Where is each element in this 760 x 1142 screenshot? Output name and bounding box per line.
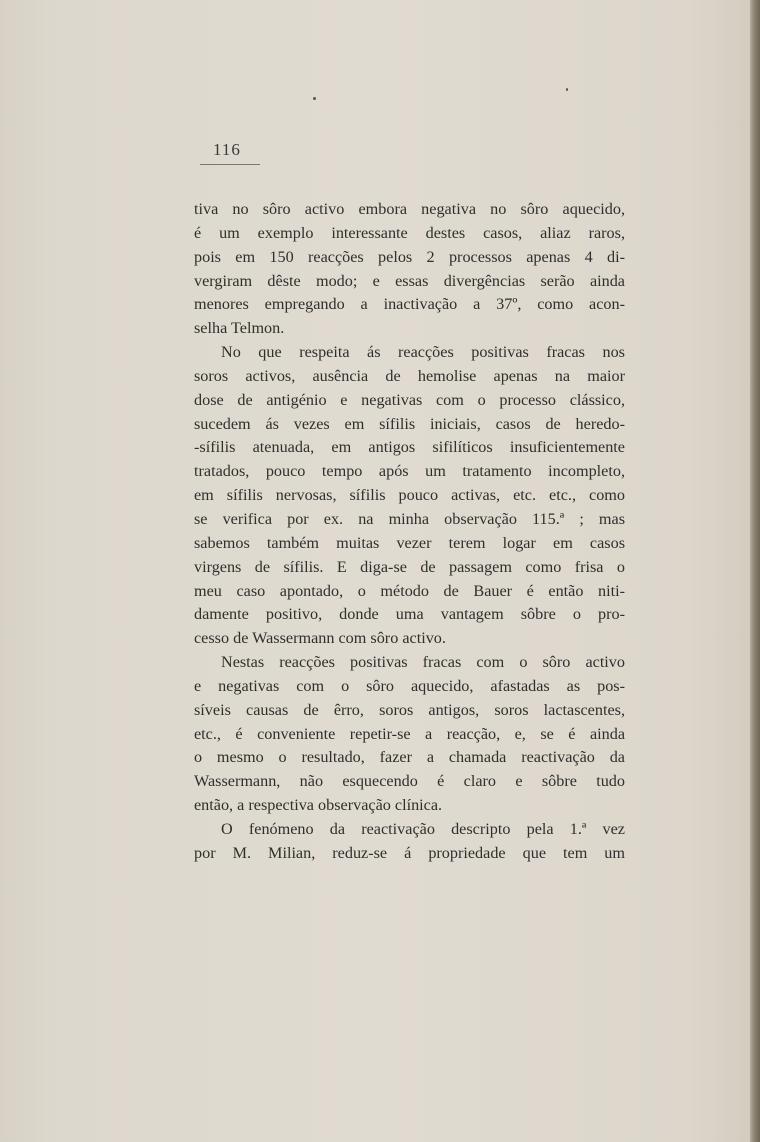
text-line: sucedem ás vezes em sífilis iniciais, casos de heredo- <box>194 414 625 433</box>
text-line: -sífilis atenuada, em antigos sifilíticos insuficientemente <box>194 438 625 457</box>
text-line: menores empregando a inactivação a 37º, como acon- <box>194 295 625 314</box>
text-line: em sífilis nervosas, sífilis pouco activas, etc. etc., como <box>194 486 625 505</box>
text-line: sabemos também muitas vezer terem logar em casos <box>194 533 625 552</box>
body-text <box>194 198 625 866</box>
ink-speck <box>566 88 568 91</box>
text-line: se verifica por ex. na minha observação 115.ª ; mas <box>194 509 625 528</box>
page-edge <box>750 0 760 1142</box>
text-line: selha Telmon. <box>194 319 285 338</box>
text-line: Wassermann, não esquecendo é claro e sôbre tudo <box>194 772 625 791</box>
text-line: então, a respectiva observação clínica. <box>194 796 443 815</box>
page-number-rule <box>200 164 260 165</box>
paragraph <box>194 651 625 818</box>
text-line: No que respeita ás reacções positivas fracas nos <box>221 343 625 362</box>
paragraph <box>194 198 625 341</box>
text-line: virgens de sífilis. E diga-se de passagem como frisa o <box>194 557 625 576</box>
text-line: pois em 150 reacções pelos 2 processos apenas 4 di- <box>194 247 625 266</box>
paragraph <box>194 341 625 651</box>
text-line: damente positivo, donde uma vantagem sôbre o pro- <box>194 605 625 624</box>
text-line: etc., é conveniente repetir-se a reacção, e, se é ainda <box>194 724 625 743</box>
text-line: o mesmo o resultado, fazer a chamada reactivação da <box>194 748 625 767</box>
text-line: tiva no sôro activo embora negativa no sôro aquecido, <box>194 200 625 218</box>
text-line: síveis causas de êrro, soros antigos, soros lactascentes, <box>194 700 625 719</box>
text-line: e negativas com o sôro aquecido, afastadas as pos- <box>194 676 625 695</box>
text-line: dose de antigénio e negativas com o processo clássico, <box>194 390 625 409</box>
text-line: é um exemplo interessante destes casos, aliaz raros, <box>194 223 625 242</box>
text-line: soros activos, ausência de hemolise apenas na maior <box>194 366 625 385</box>
paragraph <box>194 818 625 866</box>
text-line: Nestas reacções positivas fracas com o sôro activo <box>221 653 625 672</box>
text-line: vergiram dêste modo; e essas divergências serão ainda <box>194 271 625 290</box>
text-line: por M. Milian, reduz-se á propriedade que tem um <box>194 843 625 862</box>
text-line: meu caso apontado, o método de Bauer é então niti- <box>194 581 625 600</box>
page-number: 116 <box>213 140 241 159</box>
text-line: O fenómeno da reactivação descripto pela 1.ª vez <box>221 819 625 838</box>
ink-speck <box>313 97 316 100</box>
text-line: tratados, pouco tempo após um tratamento incompleto, <box>194 462 625 481</box>
text-line: cesso de Wassermann com sôro activo. <box>194 629 446 648</box>
